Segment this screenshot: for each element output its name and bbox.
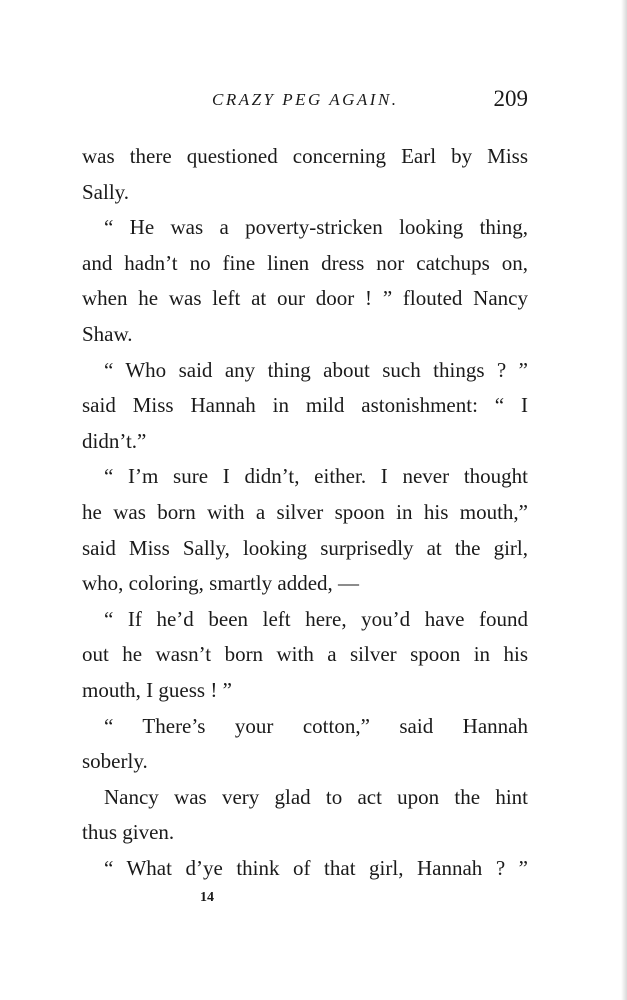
text-line: out he wasn’t born with a silver spoon in his — [82, 642, 528, 667]
text-line: Sally. — [82, 179, 130, 204]
page-edge-shadow — [621, 0, 627, 1000]
page-number: 209 — [493, 86, 528, 111]
signature-mark: 14 — [200, 890, 214, 905]
text-line: “ If he’d been left here, you’d have found — [104, 606, 528, 631]
text-line: when he was left at our door ! ” flouted Nancy — [82, 286, 528, 311]
text-line: and hadn’t no fine linen dress nor catchups on, — [82, 250, 528, 275]
text-line: “ I’m sure I didn’t, either. I never thought — [104, 464, 528, 489]
text-line: Shaw. — [82, 321, 133, 346]
text-line: thus given. — [82, 820, 175, 845]
running-head — [82, 86, 528, 118]
text-line: “ There’s your cotton,” said Hannah — [104, 713, 528, 738]
text-line: “ He was a poverty-stricken looking thing, — [104, 215, 528, 240]
text-line: mouth, I guess ! ” — [82, 677, 232, 702]
text-line: didn’t.” — [82, 428, 147, 453]
text-line: said Miss Hannah in mild astonishment: “ I — [82, 393, 528, 418]
text-line: “ What d’ye think of that girl, Hannah ? ” — [104, 855, 528, 880]
text-line: who, coloring, smartly added, — — [82, 571, 360, 596]
text-line: he was born with a silver spoon in his mouth,” — [82, 499, 528, 524]
running-title: CRAZY PEG AGAIN. — [212, 90, 399, 109]
text-line: soberly. — [82, 749, 148, 774]
text-line: was there questioned concerning Earl by Miss — [82, 144, 528, 168]
text-line: said Miss Sally, looking surprisedly at the girl, — [82, 535, 528, 560]
text-line: Nancy was very glad to act upon the hint — [104, 784, 528, 809]
body-text — [82, 139, 528, 886]
text-line: “ Who said any thing about such things ? ” — [104, 357, 528, 382]
